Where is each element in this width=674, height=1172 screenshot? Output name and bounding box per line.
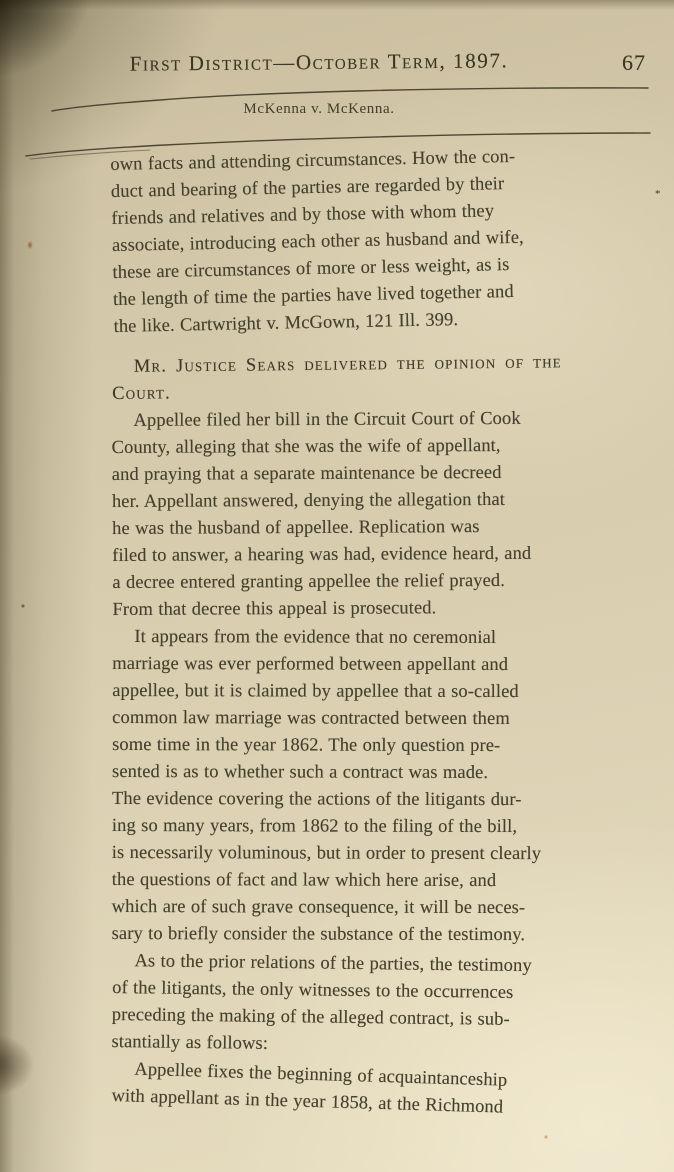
- text-line: Court.: [112, 383, 172, 404]
- text-line: common law marriage was contracted between them: [112, 708, 510, 730]
- paragraph: [111, 405, 594, 624]
- text-line: which are of such grave consequence, it will be neces-: [111, 896, 526, 919]
- text-line: As to the prior relations of the parties, the testimony: [134, 951, 532, 977]
- paragraph: [111, 1056, 594, 1124]
- text-line: Mr. Justice Sears delivered the opinion of the: [133, 352, 563, 377]
- text-line: sented is as to whether such a contract was made.: [112, 762, 489, 783]
- page-number: 67: [622, 50, 646, 75]
- text-line: a decree entered granting appellee the relief prayed.: [112, 570, 506, 593]
- paragraph: [111, 948, 594, 1062]
- paragraph: [110, 142, 596, 341]
- text-line: friends and relatives and by those with whom they: [111, 201, 495, 230]
- text-line: her. Appellant answered, denying the allegation that: [111, 489, 506, 513]
- text-line: The evidence covering the actions of the litigants dur-: [111, 789, 522, 811]
- text-line: associate, introducing each other as husband and wife,: [111, 227, 524, 256]
- text-line: the like. Cartwright v. McGown, 121 Ill. 399.: [113, 310, 459, 337]
- ink-speck: *: [655, 188, 661, 200]
- paragraph: [112, 624, 595, 949]
- text-line: marriage was ever performed between appellant and: [112, 654, 509, 676]
- text-line: Appellee filed her bill in the Circuit Court of Cook: [133, 408, 521, 431]
- text-line: From that decree this appeal is prosecuted.: [112, 598, 437, 620]
- paragraph: [112, 349, 595, 408]
- text-line: sary to briefly consider the substance of the testimony.: [111, 923, 526, 946]
- page-header-title: First District—October Term, 1897.: [129, 48, 509, 76]
- text-line: preceding the making of the alleged contract, is sub-: [111, 1004, 510, 1030]
- text-line: It appears from the evidence that no ceremonial: [134, 627, 497, 649]
- text-line: he was the husband of appellee. Replication was: [112, 517, 480, 539]
- text-line: some time in the year 1862. The only question pre-: [112, 735, 501, 757]
- text-line: filed to answer, a hearing was had, evidence heard, and: [112, 543, 532, 566]
- text-line: the length of time the parties have lived together and: [112, 281, 514, 310]
- text-line: Appellee fixes the beginning of acquaintanceship: [134, 1059, 508, 1091]
- opinion-text: [110, 146, 594, 1118]
- text-line: with appellant as in the year 1858, at the Richmond: [111, 1085, 504, 1118]
- text-line: appellee, but it is claimed by appellee that a so-called: [112, 681, 519, 703]
- text-line: own facts and attending circumstances. How the con-: [110, 146, 516, 176]
- text-line: and praying that a separate maintenance be decreed: [111, 462, 502, 486]
- text-line: of the litigants, the only witnesses to the occurrences: [112, 978, 514, 1003]
- text-line: ing so many years, from 1862 to the filing of the bill,: [111, 815, 518, 838]
- running-head-case-name: McKenna v. McKenna.: [243, 101, 395, 117]
- text-line: duct and bearing of the parties are regarded by their: [110, 174, 505, 203]
- text-line: is necessarily voluminous, but in order to present clearly: [111, 842, 542, 865]
- text-line: these are circumstances of more or less weight, as is: [112, 255, 510, 283]
- text-line: County, alleging that she was the wife of appellant,: [111, 435, 501, 459]
- text-line: the questions of fact and law which here arise, and: [111, 869, 497, 892]
- text-line: stantially as follows:: [111, 1031, 269, 1054]
